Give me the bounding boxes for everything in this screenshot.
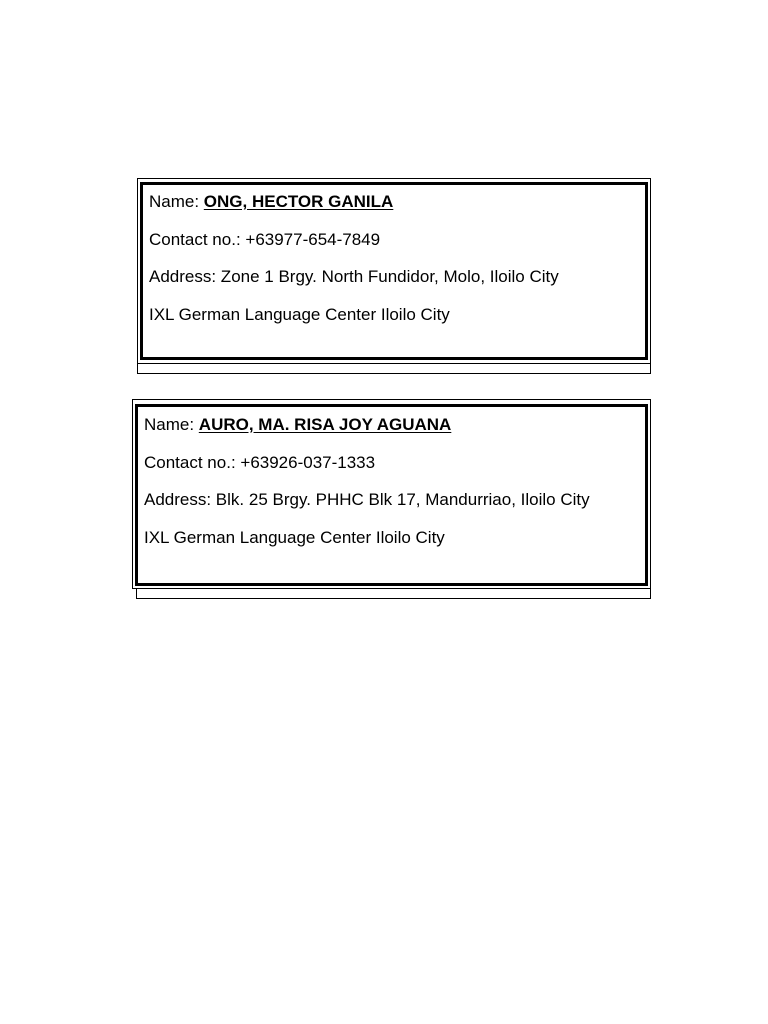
organization-line: IXL German Language Center Iloilo City bbox=[149, 304, 450, 324]
card-bottom-rule bbox=[137, 364, 651, 374]
contact-card bbox=[132, 399, 651, 600]
card-content bbox=[144, 406, 590, 556]
name-label: Name: bbox=[144, 415, 199, 434]
organization-line: IXL German Language Center Iloilo City bbox=[144, 527, 445, 547]
name-value: ONG, HECTOR GANILA bbox=[203, 192, 394, 211]
address-line: Address: Zone 1 Brgy. North Fundidor, Molo, Iloilo City bbox=[149, 267, 559, 286]
card-content bbox=[149, 183, 559, 333]
name-label: Name: bbox=[149, 192, 204, 211]
address-line: Address: Blk. 25 Brgy. PHHC Blk 17, Mandurriao, Iloilo City bbox=[144, 490, 590, 509]
contact-card bbox=[137, 178, 651, 374]
name-line bbox=[144, 406, 590, 444]
contact-line: Contact no.: +63977-654-7849 bbox=[149, 229, 381, 249]
contact-line: Contact no.: +63926-037-1333 bbox=[144, 452, 376, 472]
name-value: AURO, MA. RISA JOY AGUANA bbox=[198, 415, 452, 434]
card-bottom-rule bbox=[136, 589, 651, 599]
name-line bbox=[149, 183, 559, 221]
